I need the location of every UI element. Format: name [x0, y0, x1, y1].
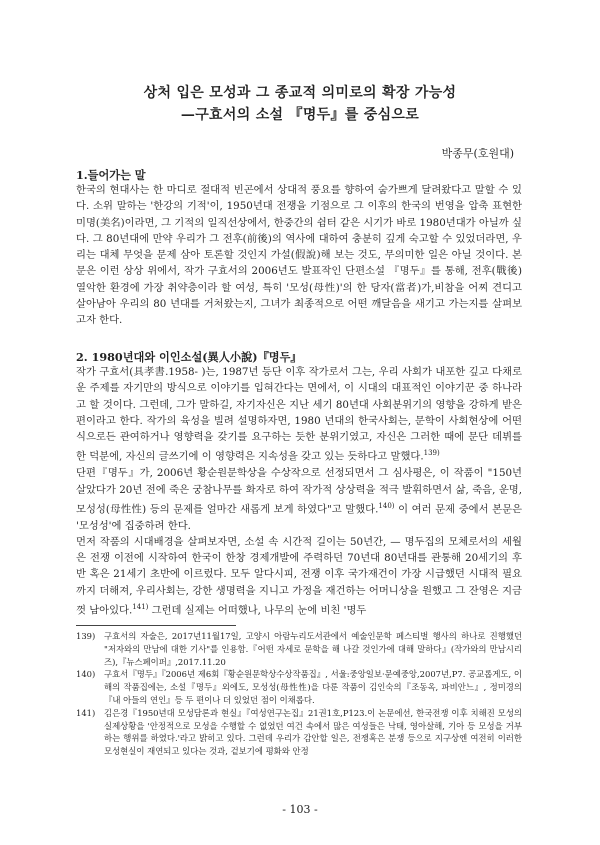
- section-2-paragraph-3: [76, 534, 522, 619]
- footnote-divider: [76, 625, 236, 626]
- footnote-ref-139[interactable]: 139): [423, 449, 440, 458]
- section-2-paragraph-1-text: 작가 구효서(具孝書.1958- )는, 1987년 등단 이후 작가로서 그는, 우리 사회가 내포한 깊고 다채로운 주제를 자기만의 방식으로 이야기를 입혀간다는 면에서, 이 시대의 대표적인 이야기꾼 중 하나라고 할 것이다. 그런데, 그가 말하길, 자기자신은 지난 세기 80년대 사회분위기의 영향을 강하게 받은 편이라고 한다. 작가의 육성을 빌려 설명하자면, 1980 년대의 한국사회는, 문학이 사회현상에 어떤 식으로든 관여하거나 영향력을 갖기를 요구하는 듯한 분위기였고, 자신은 그러한 때에 문단 데뷔를 한 덕분에, 자신의 글쓰기에 이 영향력은 지속성을 갖고 있는 듯하다고 말했다.: [76, 366, 522, 463]
- section-2-heading: 2. 1980년대와 이인소설(異人小說)『명두』: [76, 350, 302, 364]
- section-1-body: [76, 182, 522, 329]
- footnote-139: [76, 630, 522, 668]
- page-number: - 103 -: [282, 803, 318, 816]
- section-2-paragraph-3-text: 먼저 작품의 시대배경을 살펴보자면, 소설 속 시간적 길이는 50년간, — 명두집의 모체로서의 세월은 전쟁 이전에 시작하여 한국이 한창 경제개발에 주력하던 70년대 80년대를 관통해 20세기의 후반 혹은 21세기 초반에 이르렀다. 모두 알다시피, 전쟁 이후 국가재건이 가장 시급했던 시대적 필요까지 더해져, 우리사회는, 강한 생명력을 지니고 가정을 재건하는 어머니상을 원했고 그 잔영은 지금껏 남아있다.: [76, 535, 522, 617]
- footnote-number: 141): [76, 707, 96, 718]
- section-2-paragraph-2-tail: 이 여러 문제 중에서 본문은 '모성성'에 집중하려 한다.: [76, 503, 522, 532]
- paper-title: [0, 82, 600, 126]
- section-2-paragraph-2: [76, 465, 522, 534]
- footnote-ref-140[interactable]: 140): [378, 501, 395, 510]
- title-line-1: 상처 입은 모성과 그 종교적 의미로의 확장 가능성: [143, 85, 457, 101]
- section-2-paragraph-3-tail: 그런데 실제는 어떠했나, 나무의 눈에 비친 '명두: [148, 604, 367, 617]
- footnote-text: 김은경『1950년대 모성담론과 현실』『여성연구논집』21권1호,P123.이 논문에선, 한국전쟁 이후 치해진 모성의 실제상황을 '안정적으로 모성을 수행할 수 없었던 여건 속에서 많은 여성들은 낙태, 영아살해, 기아 등 모성을 거부하는 행위를 하였다.'라고 밝히고 있다. 그런데 우리가 감안할 일은, 전쟁혹은 분쟁 등으로 지구상엔 여전히 이러한 모성현실이 재연되고 있다는 것과, 겉보기에 평화와 안정: [104, 707, 522, 757]
- section-2-body: [76, 364, 522, 619]
- title-line-2: —구효서의 소설 『명두』를 중심으로: [180, 107, 420, 123]
- footnotes: [76, 630, 522, 758]
- author-affiliation: 박종무(호원대): [441, 147, 514, 160]
- section-2-paragraph-1: [76, 364, 522, 465]
- footnote-141: [76, 707, 522, 758]
- footnote-140: [76, 668, 522, 706]
- section-1-paragraph: 한국의 현대사는 한 마디로 절대적 빈곤에서 상대적 풍요를 향하여 숨가쁘게 달려왔다고 말할 수 있다. 소위 말하는 '한강의 기적'이, 1950년대 전쟁을 기점으로 그 이후의 한국의 번영을 압축 표현한 미명(美名)이라면, 그 기적의 일직선상에서, 한중간의 쉼터 같은 시기가 바로 1980년대가 아닐까 싶다. 그 80년대에 만약 우리가 그 전후(前後)의 역사에 대하여 충분히 깊게 숙고할 수 있었더라면, 우리는 대체 무엇을 문제 삼아 토론할 것인지 가설(假說)해 보는 것도, 무의미한 일은 아닐 것이다. 본문은 이런 상상 위에서, 작가 구효서의 2006년도 발표작인 단편소설 『명두』를 통해, 전후(戰後) 열악한 환경에 가장 취약층이라 할 여성, 특히 '모성(母性)'의 한 당자(當者)가,비참을 어찌 견디고 살아남아 우리의 80 년대를 거처왔는지, 그녀가 최종적으로 어떤 깨달음을 새기고 가는지를 살펴보고자 한다.: [76, 184, 522, 327]
- section-1-heading: 1.들어가는 말: [76, 168, 146, 182]
- footnote-text: 구효서의 자술은, 2017년11월17일, 고양시 아람누리도서관에서 예술인문학 페스티벌 행사의 하나로 진행했던 "저자와의 만남에 대한 기사"를 인용함.『어떤 자세로 문학을 해 나갈 것인가에 대해 말하다』(작가와의 만남시리즈),『뉴스페이퍼』,2017.11.20: [104, 631, 522, 667]
- footnote-ref-141[interactable]: 141): [132, 603, 149, 611]
- footnote-number: 139): [76, 631, 96, 641]
- section-2-paragraph-2-text: 단편『명두』가, 2006년 황순원문학상을 수상작으로 선정되면서 그 심사평은, 이 작품이 "150년 살았다가 20년 전에 죽은 궁참나무를 화자로 하여 작가적 상상력을 적극 발휘하면서 삶, 죽음, 운명, 모성성(母性性) 등의 문제를 얼마간 새롭게 보게 하였다"고 말했다.: [76, 467, 522, 516]
- footnote-text: 구효서『명두』『2006년 제6회『황순원문학상수상작품집』, 서울:중앙일보·문예중앙,2007년,P7. 공교롭게도, 이 해의 작품집에는, 소설『명두』외에도, 모성성(母性性)을 다룬 작품이 김인숙의『조동옥, 파비안느』, 정미경의『내 아들의 연인』등 두 편이나 더 있었던 점이 이채롭다.: [104, 669, 522, 705]
- footnote-number: 140): [76, 669, 96, 680]
